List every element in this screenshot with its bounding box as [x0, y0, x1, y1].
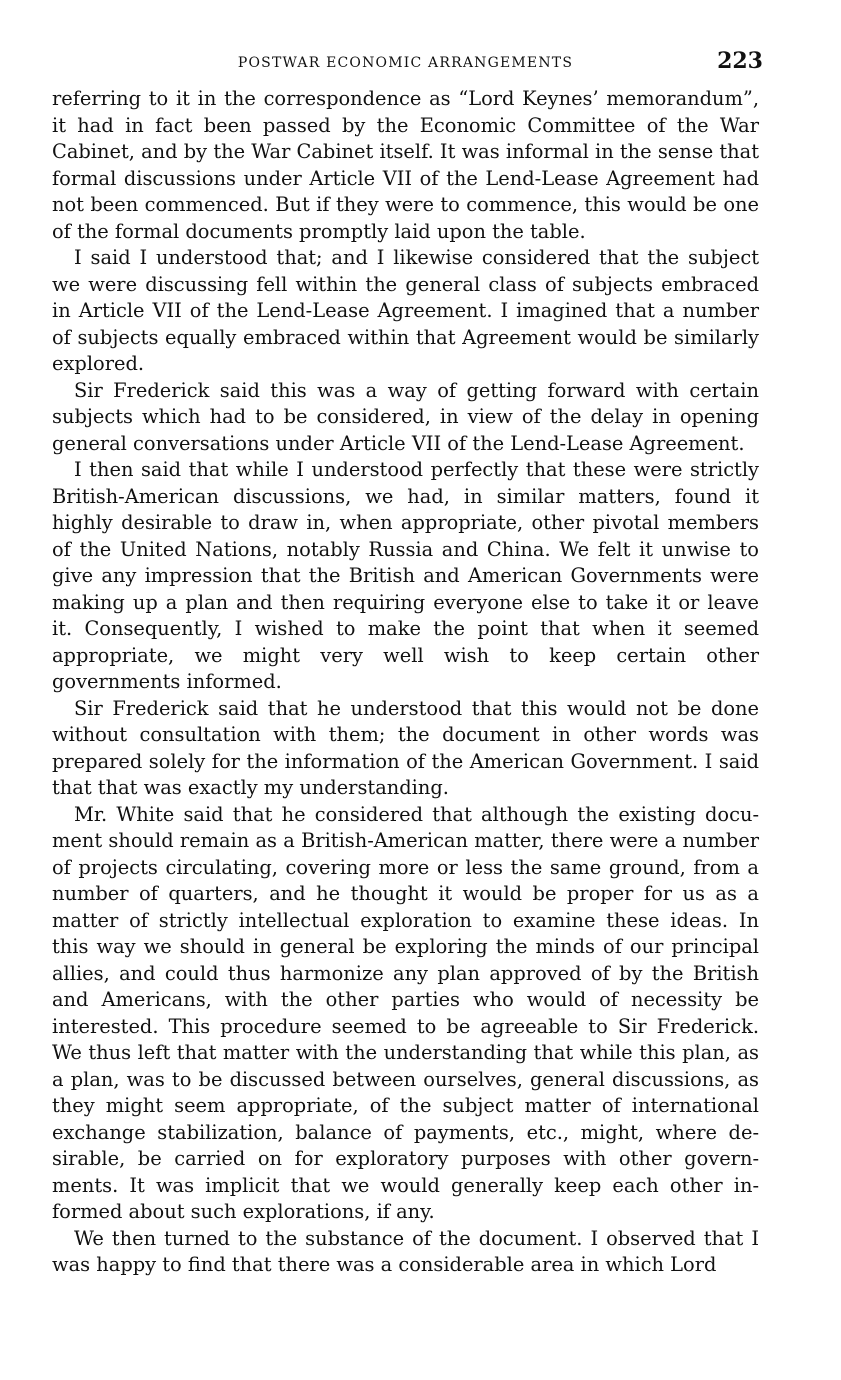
- paragraph: Mr. White said that he considered that although the existing document should remain as a British-American matter, there were a number of projects circulating, covering more or less the same ground, from a number of quarters, and he thought it would be proper for us as a matter of strictly intellectual exploration to examine these ideas. In this way we should in general be exploring the minds of our principal allies, and could thus harmonize any plan approved of by the British and Americans, with the other parties who would of necessity be interested. This procedure seemed to be agreeable to Sir Frederick. We thus left that matter with the understanding that while this plan, as a plan, was to be discussed between ourselves, general discussions, as they might seem appropriate, of the subject matter of international exchange stabilization, balance of payments, etc., might, where desirable, be carried on for exploratory purposes with other governments. It was implicit that we would generally keep each other informed about such explorations, if any.: [52, 802, 759, 1223]
- page-number: 223: [717, 48, 763, 74]
- paragraph: I then said that while I understood perfectly that these were strictly British-American discussions, we had, in similar matters, found it highly desirable to draw in, when appropriate, other pivotal members of the United Nations, notably Russia and China. We felt it unwise to give any impression that the British and American Governments were making up a plan and then requiring everyone else to take it or leave it. Consequently, I wished to make the point that when it seemed appropriate, we might very well wish to keep certain other governments informed.: [52, 458, 759, 693]
- running-head: [52, 48, 763, 82]
- paragraph: referring to it in the correspondence as “Lord Keynes’ memorandum”, it had in fact been passed by the Economic Committee of the War Cabinet, and by the War Cabinet itself. It was informal in the sense that formal discussions under Article VII of the Lend-Lease Agreement had not been commenced. But if they were to commence, this would be one of the formal documents promptly laid upon the table.: [52, 87, 759, 243]
- paragraph: We then turned to the substance of the document. I observed that I was happy to find that there was a considerable area in which Lord: [52, 1226, 759, 1276]
- paragraph: I said I understood that; and I likewise considered that the subject we were discussing fell within the general class of subjects embraced in Article VII of the Lend-Lease Agreement. I imagined that a number of subjects equally embraced within that Agreement would be similarly explored.: [52, 246, 759, 375]
- paragraph: Sir Frederick said that he understood that this would not be done without consultation with them; the document in other words was prepared solely for the information of the American Government. I said that that was exactly my understanding.: [52, 696, 759, 799]
- running-title: POSTWAR ECONOMIC ARRANGEMENTS: [237, 55, 574, 71]
- paragraph: Sir Frederick said this was a way of getting forward with certain subjects which had to be considered, in view of the delay in opening general conversations under Article VII of the Lend-Lease Agreement.: [52, 378, 759, 455]
- body-text: [52, 86, 759, 1279]
